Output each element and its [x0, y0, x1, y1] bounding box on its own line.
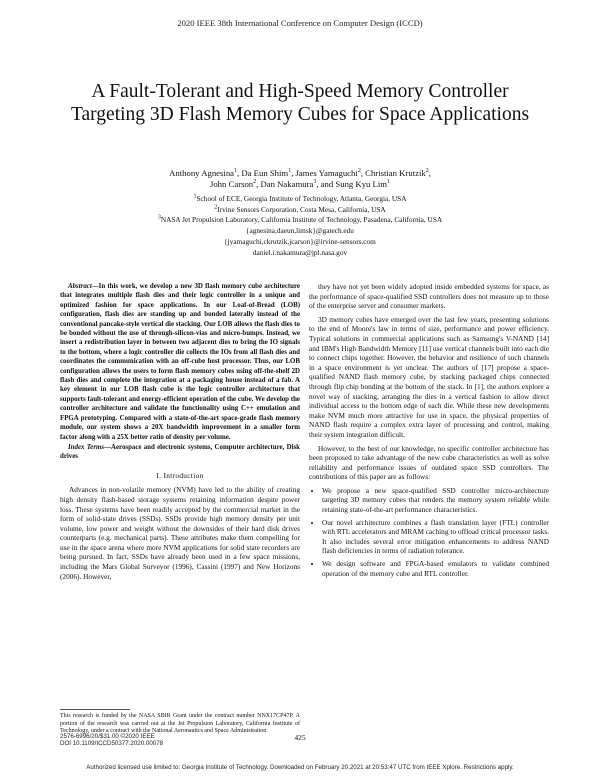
list-item: • We design software and FPGA-based emulators to validate combined operation of the memory cube and RTL controller.: [322, 559, 549, 578]
list-item: • Our novel architecture combines a flash translation layer (FTL) controller with RTL accelerators and MRAM caching to offload critical processor tasks. It also includes several error mitigation enhancements to address NAND flash deficiencies in terms of radiation tolerance.: [322, 518, 549, 556]
affiliation: $^2$Irvine Sensors Corporation, Costa Mesa, California, USA: [214, 204, 386, 214]
copyright-notice: 2576-6996/20/$31.00 ©2020 IEEE DOI 10.1109/ICCD50377.2020.00078: [60, 733, 164, 748]
author: Christian Krutzik$^2$,: [365, 168, 431, 178]
body-paragraph: However, to the best of our knowledge, no specific controller architecture has been proposed to take advantage of the new cube characteristics as well as solve reliability and performance issues of outdated space SSD controllers. The contributions of this paper are as follows:: [309, 443, 549, 482]
index-terms: Index Terms—Aerospace and electronic systems, Computer architecture, Disk drives: [60, 443, 301, 461]
right-column: [309, 282, 549, 581]
author: Dan Nakamura$^3$, and: [260, 179, 336, 190]
list-item: • We propose a new space-qualified SSD controller micro-architecture targeting 3D memory cubes that renders the memory system reliable while retaining state-of-the-art performance characteristics.: [322, 486, 549, 515]
left-column: [60, 282, 300, 581]
author: Sung Kyu Lim$^1$: [335, 179, 391, 190]
page-number: 425: [294, 733, 306, 742]
affiliation: $^3$NASA Jet Propulsion Laboratory, California Institute of Technology, Pasadena, California, USA: [157, 214, 443, 225]
author-list: [60, 168, 540, 190]
footnote-rule: [60, 709, 130, 710]
email: {jyamaguchi,ckrutzik,jcarson}@irvine-sensors.com: [224, 236, 376, 246]
contribution-list: [309, 486, 549, 578]
author: Da Eun Shim$^1$,: [241, 168, 296, 178]
body-paragraph: 3D memory cubes have emerged over the last few years, presenting solutions to the end of Moore's law in terms of size, performance and power efficiency. Typical solutions in commercial applications such as Samsung's V-NAND [14] and IBM's High Bandwidth Memory [11] use vertical channels built into each die to connect chips together. However, the behavior and resilience of such channels in a space environment is yet unclear. The authors of [17] propose a space-qualified NAND flash memory cube, by stacking packaged chips connected through flip chip bonding at the bottom of the stack. In [1], the authors explore a novel way of stacking, arranging the dies in a vertical fashion to allow direct individual access to the bottom edge of each die. While these new developments make NVM much more attractive for use in space, the physical properties of NAND flash require a complex extra layer of processing and control, making their system integration difficult.: [309, 314, 549, 439]
author: Anthony Agnesina$^1$,: [169, 168, 242, 178]
body-paragraph: they have not yet been widely adopted inside embedded systems for space, as the performance of space-qualified SSD controllers does not measure up to those of the enterprise server and consumer markets.: [309, 282, 549, 311]
conference-header: 2020 IEEE 38th International Conference on Computer Design (ICCD): [177, 18, 423, 28]
affiliations: [60, 194, 540, 258]
email: daniel.i.nakamura@jpl.nasa.gov: [252, 247, 348, 257]
email: {agnesina,daeun,limsk}@gatech.edu: [246, 226, 354, 236]
abstract: Abstract—In this work, we develop a new 3D flash memory cube architecture that integrates multiple flash dies and their logic controller in a unique and optimized fashion for space applications. In our Loaf-of-Bread (LOB) configuration, flash dies are standing up and bonded laterally instead of the conventional pancake-style vertical die stacking. Our LOB allows the flash dies to be bonded without the use of through-silicon-vias and micro-bumps. Instead, we insert a redistribution layer in between two adjacent dies to bring the IO signals to the bottom, where a logic controller die collects the IOs from all flash dies and coordinates the communication with an off-cube host processor. Thus, our LOB configuration allows the users to form flash memory cubes using off-the-shelf 2D flash dies and complete the integration at a packaging house instead of a fab. A key element in our LOB flash cube is the logic controller architecture that supports fault-tolerant and energy-efficient operation of the cube. We develop the controller architecture and validate the functionality using C++ emulation and FPGA prototyping. Compared with a state-of-the-art space-grade flash memory module, our system shows a 20X bandwidth improvement in a smaller form factor along with a 25X better ratio of density per volume.: [60, 283, 300, 441]
footnote: This research is funded by the NASA SBIR Grant under the contract number NNX17CP47P. A portion of the research was carried out at the Jet Propulsion Laboratory, California Institute of Technology, under a contract with the National Aeronautics and Space Administration.: [60, 713, 300, 735]
license-footer: Authorized licensed use limited to: Georgia Institute of Technology. Downloaded on February 20,2021 at 20:53:47 UTC from IEEE Xplore. Restrictions apply.: [86, 764, 514, 771]
author: John Carson$^2$,: [209, 179, 261, 190]
affiliation: $^1$School of ECE, Georgia Institute of Technology, Atlanta, Georgia, USA: [193, 193, 407, 203]
body-paragraph: Advances in non-volatile memory (NVM) have led to the ability of creating high density flash-based storage systems retaining information despite power loss. These systems have been readily accepted by the commercial market in the form of solid-state drives (SSDs). SSDs provide high memory density per unit volume, low power and weight without the downsides of their hard disk drives counterparts (e.g. mechanical parts). These attributes make them compelling for use in the space arena where more NVM applications for solid state recorders are being pursued. In fact, SSDs have already been used in a few space missions, including the Mars Global Surveyor (1996), Cassini (1997) and New Horizons (2006). However,: [60, 485, 300, 581]
author: James Yamaguchi$^2$,: [295, 168, 366, 178]
section-heading: I. Introduction: [156, 470, 204, 480]
paper-title: A Fault-Tolerant and High-Speed Memory Controller Targeting 3D Flash Memory Cubes for Space Applications: [70, 81, 530, 125]
